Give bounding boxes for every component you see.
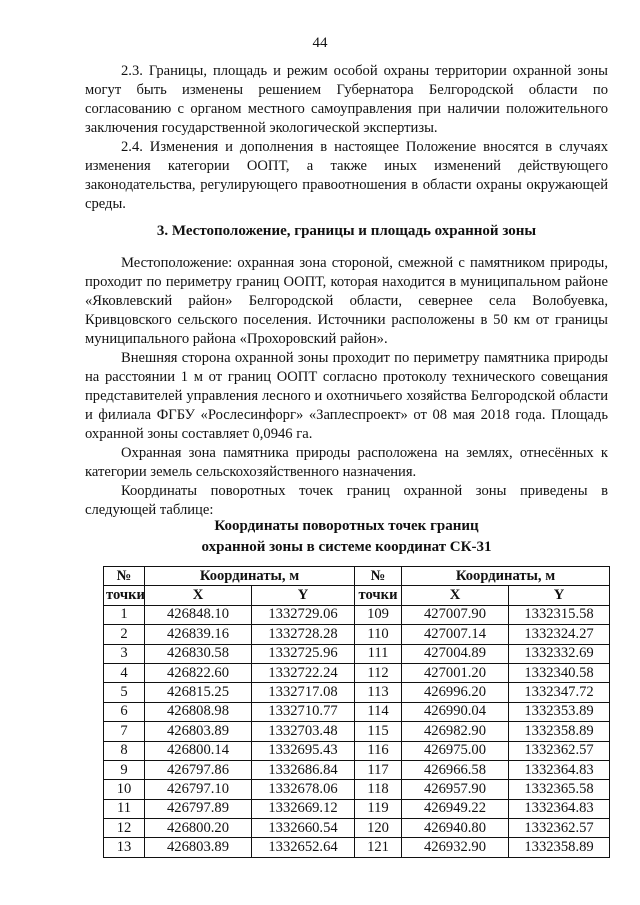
x-coordinate-cell: 426822.60 [145, 663, 252, 682]
x-coordinate-cell: 426932.90 [402, 838, 509, 857]
point-number-cell: 110 [355, 625, 402, 644]
point-number-cell: 118 [355, 780, 402, 799]
table-row [104, 683, 610, 702]
point-number-cell: 2 [104, 625, 145, 644]
point-number-cell: 4 [104, 663, 145, 682]
coordinates-table [103, 566, 610, 858]
y-coordinate-cell: 1332728.28 [252, 625, 355, 644]
table-row [104, 838, 610, 857]
y-coordinate-cell: 1332365.58 [509, 780, 610, 799]
paragraph-location: Местоположение: охранная зона стороной, смежной с памятником природы, проходит по периметру границ ООПТ, которая находится в муниципальном районе «Яковлевский район» Белгородской области, севернее села Волобуевка, Кривцовского сельского поселения. Источники расположены в 50 км от границы муниципального района «Прохоровский район». [85, 255, 608, 347]
point-number-cell: 12 [104, 819, 145, 838]
x-coordinate-cell: 426975.00 [402, 741, 509, 760]
y-coordinate-cell: 1332660.54 [252, 819, 355, 838]
x-coordinate-cell: 426800.20 [145, 819, 252, 838]
point-number-cell: 121 [355, 838, 402, 857]
point-number-cell: 11 [104, 799, 145, 818]
x-coordinate-cell: 426815.25 [145, 683, 252, 702]
table-caption-line2: охранной зоны в системе координат СК-31 [201, 539, 492, 555]
paragraph-2-4: 2.4. Изменения и дополнения в настоящее Положение вносятся в случаях изменения категории ООПТ, а также иных изменений действующего законодательства, регулирующего правоотношения в области охраны окружающей среды. [85, 139, 608, 212]
x-coordinate-cell: 426940.80 [402, 819, 509, 838]
header-number-left: № [104, 567, 145, 586]
point-number-cell: 116 [355, 741, 402, 760]
y-coordinate-cell: 1332710.77 [252, 702, 355, 721]
table-row [104, 780, 610, 799]
paragraph-land-category: Охранная зона памятника природы расположена на землях, отнесённых к категории земель сельскохозяйственного назначения. [85, 445, 608, 480]
paragraph-2-3: 2.3. Границы, площадь и режим особой охраны территории охранной зоны могут быть изменены решением Губернатора Белгородской области по согласованию с органом местного самоуправления при наличии положительного заключения государственной экологической экспертизы. [85, 63, 608, 136]
point-number-cell: 3 [104, 644, 145, 663]
y-coordinate-cell: 1332686.84 [252, 760, 355, 779]
x-coordinate-cell: 426830.58 [145, 644, 252, 663]
y-coordinate-cell: 1332332.69 [509, 644, 610, 663]
point-number-cell: 115 [355, 722, 402, 741]
x-coordinate-cell: 427007.90 [402, 605, 509, 624]
table-row [104, 819, 610, 838]
point-number-cell: 113 [355, 683, 402, 702]
y-coordinate-cell: 1332703.48 [252, 722, 355, 741]
header-coords-right: Координаты, м [402, 567, 610, 586]
table-row [104, 663, 610, 682]
header-x-left: X [145, 586, 252, 605]
section-paragraphs [85, 254, 608, 520]
header-x-right: X [402, 586, 509, 605]
point-number-cell: 13 [104, 838, 145, 857]
x-coordinate-cell: 426800.14 [145, 741, 252, 760]
table-caption [85, 516, 608, 558]
x-coordinate-cell: 426808.98 [145, 702, 252, 721]
table-caption-line1: Координаты поворотных точек границ [214, 518, 479, 534]
y-coordinate-cell: 1332324.27 [509, 625, 610, 644]
table-header-row-1 [104, 567, 610, 586]
table-row [104, 625, 610, 644]
section-heading: 3. Местоположение, границы и площадь охранной зоны [156, 223, 537, 239]
point-number-cell: 6 [104, 702, 145, 721]
point-number-cell: 114 [355, 702, 402, 721]
x-coordinate-cell: 427007.14 [402, 625, 509, 644]
y-coordinate-cell: 1332695.43 [252, 741, 355, 760]
y-coordinate-cell: 1332364.83 [509, 760, 610, 779]
paragraph-coordinates-intro: Координаты поворотных точек границ охранной зоны приведены в следующей таблице: [85, 483, 608, 518]
x-coordinate-cell: 426957.90 [402, 780, 509, 799]
x-coordinate-cell: 427004.89 [402, 644, 509, 663]
header-point-right: точки [355, 586, 402, 605]
y-coordinate-cell: 1332717.08 [252, 683, 355, 702]
x-coordinate-cell: 426996.20 [402, 683, 509, 702]
point-number-cell: 9 [104, 760, 145, 779]
x-coordinate-cell: 426797.89 [145, 799, 252, 818]
x-coordinate-cell: 426839.16 [145, 625, 252, 644]
page-number: 44 [312, 35, 328, 51]
y-coordinate-cell: 1332729.06 [252, 605, 355, 624]
x-coordinate-cell: 426797.86 [145, 760, 252, 779]
y-coordinate-cell: 1332358.89 [509, 722, 610, 741]
point-number-cell: 7 [104, 722, 145, 741]
y-coordinate-cell: 1332347.72 [509, 683, 610, 702]
header-point-left: точки [104, 586, 145, 605]
point-number-cell: 120 [355, 819, 402, 838]
x-coordinate-cell: 426848.10 [145, 605, 252, 624]
point-number-cell: 8 [104, 741, 145, 760]
point-number-cell: 10 [104, 780, 145, 799]
top-paragraphs [85, 62, 608, 214]
table-row [104, 605, 610, 624]
point-number-cell: 112 [355, 663, 402, 682]
x-coordinate-cell: 426797.10 [145, 780, 252, 799]
y-coordinate-cell: 1332652.64 [252, 838, 355, 857]
x-coordinate-cell: 426803.89 [145, 722, 252, 741]
x-coordinate-cell: 426966.58 [402, 760, 509, 779]
y-coordinate-cell: 1332725.96 [252, 644, 355, 663]
point-number-cell: 5 [104, 683, 145, 702]
point-number-cell: 109 [355, 605, 402, 624]
y-coordinate-cell: 1332364.83 [509, 799, 610, 818]
y-coordinate-cell: 1332678.06 [252, 780, 355, 799]
table-header-row-2 [104, 586, 610, 605]
header-y-left: Y [252, 586, 355, 605]
y-coordinate-cell: 1332669.12 [252, 799, 355, 818]
y-coordinate-cell: 1332722.24 [252, 663, 355, 682]
x-coordinate-cell: 426982.90 [402, 722, 509, 741]
table-row [104, 799, 610, 818]
y-coordinate-cell: 1332362.57 [509, 741, 610, 760]
x-coordinate-cell: 426803.89 [145, 838, 252, 857]
point-number-cell: 117 [355, 760, 402, 779]
y-coordinate-cell: 1332362.57 [509, 819, 610, 838]
table-row [104, 722, 610, 741]
table-body [104, 605, 610, 857]
table-row [104, 644, 610, 663]
y-coordinate-cell: 1332315.58 [509, 605, 610, 624]
point-number-cell: 111 [355, 644, 402, 663]
x-coordinate-cell: 426990.04 [402, 702, 509, 721]
table-row [104, 741, 610, 760]
point-number-cell: 119 [355, 799, 402, 818]
y-coordinate-cell: 1332340.58 [509, 663, 610, 682]
x-coordinate-cell: 426949.22 [402, 799, 509, 818]
y-coordinate-cell: 1332353.89 [509, 702, 610, 721]
paragraph-outer-boundary: Внешняя сторона охранной зоны проходит по периметру памятника природы на расстоянии 1 м от границ ООПТ согласно протоколу технического совещания представителей управления лесного и охотничьего хозяйства Белгородской области и филиала ФГБУ «Рослесинфорг» «Заплеспроект» от 08 мая 2018 года. Площадь охранной зоны составляет 0,0946 га. [85, 350, 608, 442]
table-row [104, 760, 610, 779]
point-number-cell: 1 [104, 605, 145, 624]
header-coords-left: Координаты, м [145, 567, 355, 586]
header-number-right: № [355, 567, 402, 586]
y-coordinate-cell: 1332358.89 [509, 838, 610, 857]
table-row [104, 702, 610, 721]
header-y-right: Y [509, 586, 610, 605]
x-coordinate-cell: 427001.20 [402, 663, 509, 682]
